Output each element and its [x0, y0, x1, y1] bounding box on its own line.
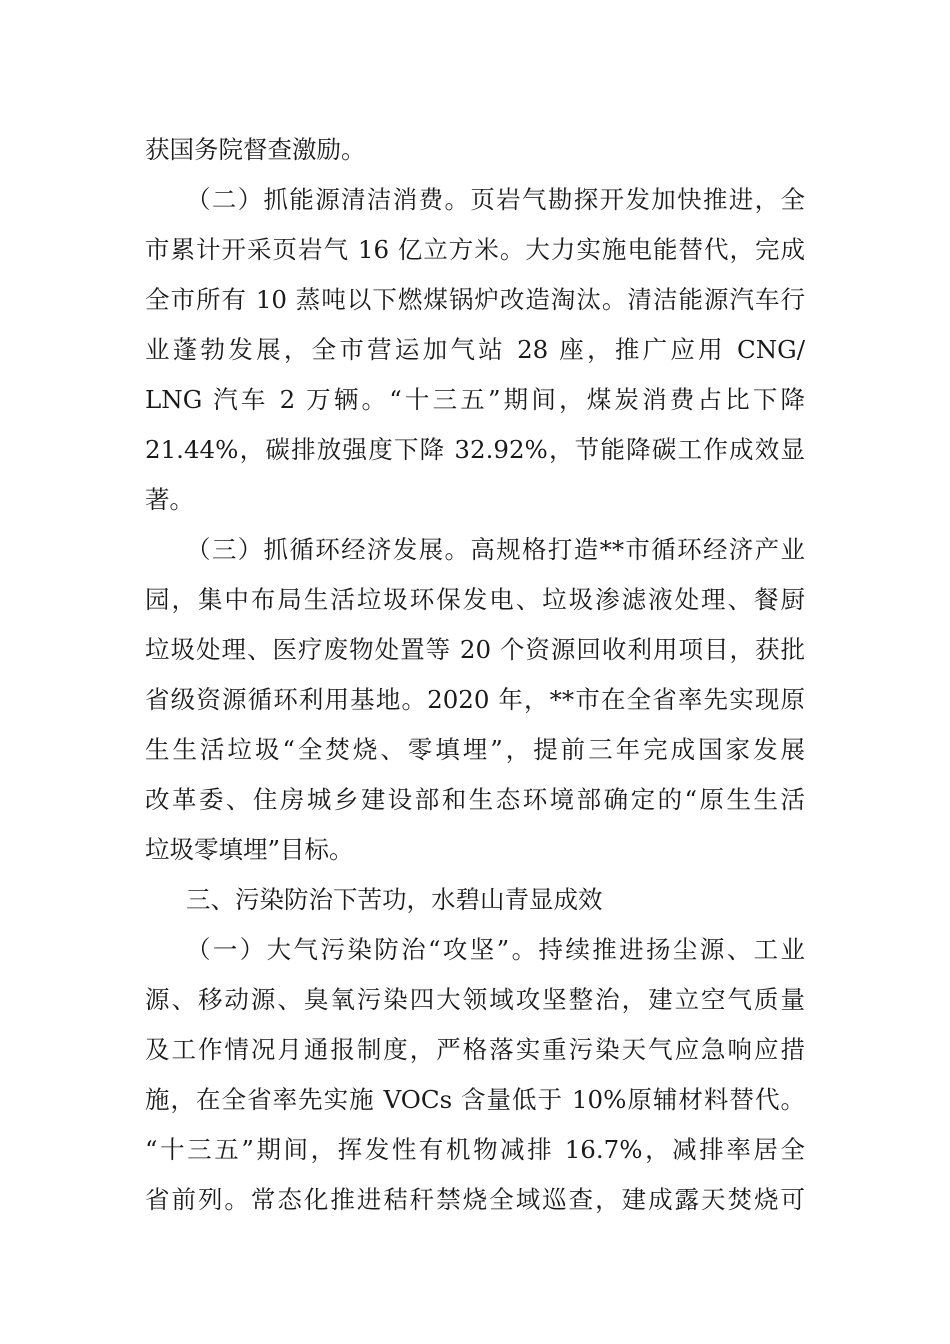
text-line: 垃圾处理、医疗废物处置等 20 个资源回收利用项目，获批: [145, 635, 805, 664]
text-line: 垃圾零填埋”目标。: [145, 835, 354, 864]
section-heading-line: （一）大气污染防治“攻坚”。持续推进扬尘源、工业: [186, 935, 805, 964]
text-line: LNG 汽车 2 万辆。“十三五”期间，煤炭消费占比下降: [145, 385, 805, 414]
section-heading-line: （二）抓能源清洁消费。页岩气勘探开发加快推进，全: [186, 185, 805, 214]
text-line: 生生活垃圾“全焚烧、零填埋”，提前三年完成国家发展: [145, 735, 805, 764]
text-line: 省前列。常态化推进秸秆禁烧全域巡查，建成露天焚烧可: [145, 1185, 805, 1214]
text-line: 及工作情况月通报制度，严格落实重污染天气应急响应措: [145, 1035, 805, 1064]
text-line: 园，集中布局生活垃圾环保发电、垃圾渗滤液处理、餐厨: [145, 585, 805, 614]
chapter-heading-line: 三、污染防治下苦功，水碧山青显成效: [186, 885, 603, 914]
text-line: 业蓬勃发展，全市营运加气站 28 座，推广应用 CNG/: [145, 335, 805, 364]
text-line: 施，在全省率先实施 VOCs 含量低于 10%原辅材料替代。: [145, 1085, 805, 1114]
text-line: 全市所有 10 蒸吨以下燃煤锅炉改造淘汰。清洁能源汽车行: [145, 285, 805, 314]
text-line: 21.44%，碳排放强度下降 32.92%，节能降碳工作成效显: [145, 435, 805, 464]
text-line: 市累计开采页岩气 16 亿立方米。大力实施电能替代，完成: [145, 235, 805, 264]
text-line: 改革委、住房城乡建设部和生态环境部确定的“原生生活: [145, 785, 805, 814]
text-line: 源、移动源、臭氧污染四大领域攻坚整治，建立空气质量: [145, 985, 805, 1014]
text-line: 获国务院督查激励。: [145, 135, 366, 164]
text-line: 省级资源循环利用基地。2020 年，**市在全省率先实现原: [145, 685, 805, 714]
text-line: 著。: [145, 485, 194, 514]
text-line: “十三五”期间，挥发性有机物减排 16.7%，减排率居全: [145, 1135, 805, 1164]
section-heading-line: （三）抓循环经济发展。高规格打造**市循环经济产业: [186, 535, 805, 564]
